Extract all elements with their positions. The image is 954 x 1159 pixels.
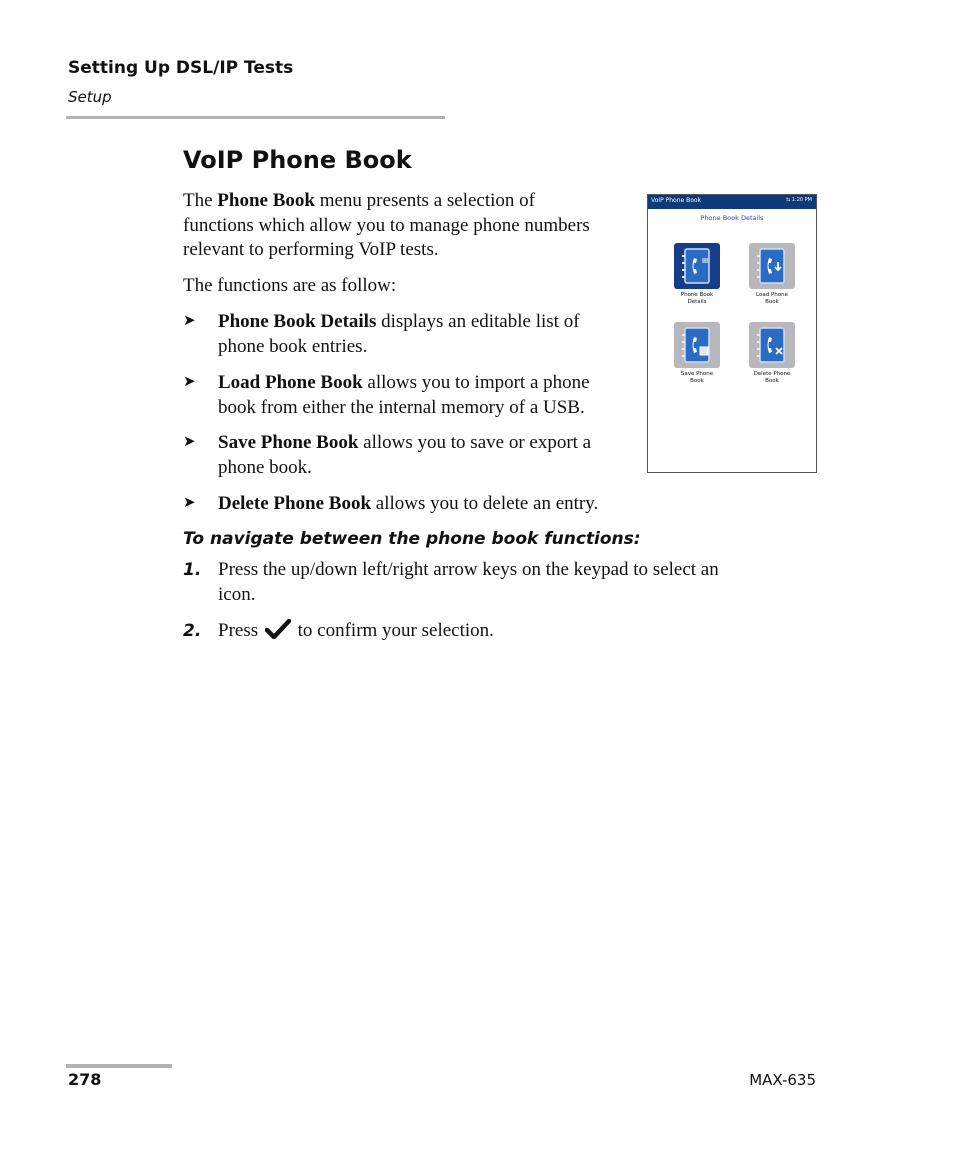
bullet-arrow-icon: ➤ [183, 374, 196, 390]
functions-intro: The functions are as follow: [183, 275, 397, 296]
sync-icon: ⇆ [786, 197, 791, 203]
tile-delete-phone-book[interactable]: Delete Phone Book [749, 322, 795, 385]
tile-phone-book-details[interactable]: Phone Book Details [674, 243, 720, 306]
section-title: VoIP Phone Book [183, 146, 412, 174]
checkmark-icon [265, 619, 291, 646]
tile-load-phone-book[interactable]: Load Phone Book [749, 243, 795, 306]
bullet-arrow-icon: ➤ [183, 495, 196, 511]
phone-book-screenshot [647, 194, 817, 473]
footer-rule [66, 1064, 172, 1068]
screen-time: 1:20 PM [791, 197, 812, 203]
tile-save-phone-book[interactable]: Save Phone Book [674, 322, 720, 385]
delete-phone-book-icon [756, 327, 788, 363]
intro-line-1: The Phone Book menu presents a selection of [183, 190, 535, 211]
screen-title: VoIP Phone Book [651, 197, 702, 204]
phone-book-icon [681, 248, 713, 284]
page-number: 278 [68, 1070, 102, 1089]
intro-line-2: functions which allow you to manage phone numbers [183, 215, 590, 236]
running-header-chapter: Setting Up DSL/IP Tests [68, 58, 294, 78]
load-phone-book-icon [756, 248, 788, 284]
bullet-arrow-icon: ➤ [183, 313, 196, 329]
bullet-arrow-icon: ➤ [183, 434, 196, 450]
save-phone-book-icon [681, 327, 713, 363]
procedure-title: To navigate between the phone book functions: [183, 529, 641, 549]
header-rule [66, 116, 445, 119]
screen-title-bar [648, 195, 816, 209]
intro-line-3: relevant to performing VoIP tests. [183, 239, 439, 260]
product-name: MAX-635 [749, 1071, 816, 1089]
running-header-section: Setup [68, 88, 112, 106]
screen-heading: Phone Book Details [700, 214, 764, 222]
